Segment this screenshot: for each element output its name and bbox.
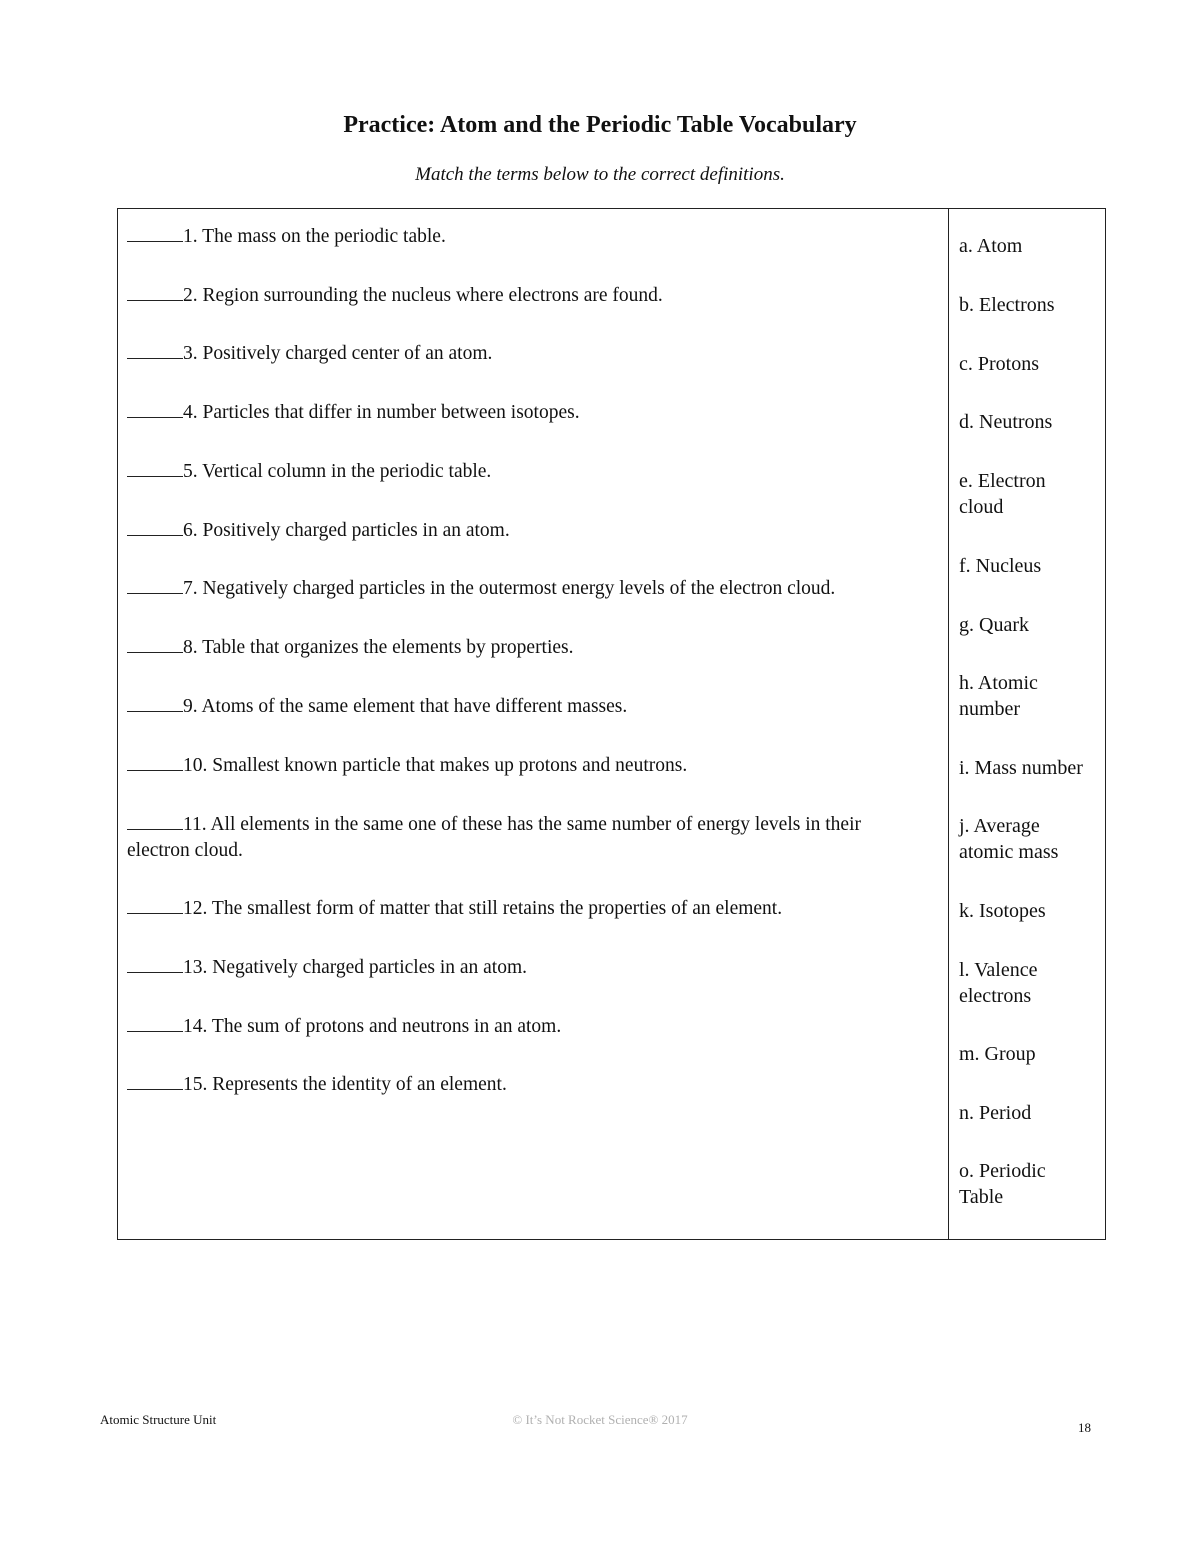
question-5: [127, 458, 927, 485]
question-3: [127, 340, 927, 367]
answer-blank[interactable]: [127, 1013, 183, 1032]
term-c: c. Protons: [959, 353, 1039, 375]
question-6: [127, 517, 927, 544]
question-11: [127, 811, 927, 864]
question-text: Negatively charged particles in an atom.: [212, 957, 528, 978]
question-number: 13.: [183, 957, 208, 978]
term-h: h. Atomic number: [959, 672, 1038, 720]
question-number: 7.: [183, 578, 198, 599]
question-15: [127, 1071, 927, 1098]
term-e: e. Electron cloud: [959, 470, 1046, 518]
worksheet-title: Practice: Atom and the Periodic Table Vocabulary: [343, 112, 857, 138]
question-13: [127, 954, 927, 981]
question-4: [127, 399, 927, 426]
question-text: Positively charged center of an atom.: [202, 343, 493, 364]
answer-blank[interactable]: [127, 811, 183, 830]
question-text: Particles that differ in number between isotopes.: [202, 402, 580, 423]
page-number: 18: [1078, 1420, 1091, 1435]
question-text: Negatively charged particles in the outermost energy levels of the electron cloud.: [202, 578, 836, 599]
question-number: 2.: [183, 285, 198, 306]
question-14: [127, 1013, 927, 1040]
question-12: [127, 895, 927, 922]
question-text: Positively charged particles in an atom.: [202, 520, 510, 541]
term-l: l. Valence electrons: [959, 959, 1038, 1007]
term-d: d. Neutrons: [959, 411, 1053, 433]
answer-blank[interactable]: [127, 282, 183, 301]
answer-blank[interactable]: [127, 340, 183, 359]
question-2: [127, 282, 927, 309]
question-text: The smallest form of matter that still retains the properties of an element.: [211, 898, 783, 919]
question-text: The mass on the periodic table.: [202, 226, 446, 247]
answer-blank[interactable]: [127, 895, 183, 914]
question-number: 12.: [183, 898, 208, 919]
answer-blank[interactable]: [127, 517, 183, 536]
worksheet-instructions: Match the terms below to the correct definitions.: [415, 164, 785, 185]
answer-blank[interactable]: [127, 634, 183, 653]
question-10: [127, 752, 927, 779]
question-number: 6.: [183, 520, 198, 541]
term-f: f. Nucleus: [959, 555, 1042, 577]
question-number: 3.: [183, 343, 198, 364]
question-text: Smallest known particle that makes up protons and neutrons.: [212, 755, 688, 776]
answer-blank[interactable]: [127, 458, 183, 477]
question-9: [127, 693, 927, 720]
term-k: k. Isotopes: [959, 900, 1046, 922]
matching-table: [117, 208, 1106, 1240]
question-text: Atoms of the same element that have different masses.: [201, 696, 628, 717]
question-number: 10.: [183, 755, 208, 776]
footer-unit: Atomic Structure Unit: [100, 1412, 217, 1427]
footer-copyright: © It’s Not Rocket Science® 2017: [512, 1412, 688, 1427]
answer-blank[interactable]: [127, 954, 183, 973]
question-text: Region surrounding the nucleus where electrons are found.: [202, 285, 663, 306]
answer-blank[interactable]: [127, 223, 183, 242]
term-o: o. Periodic Table: [959, 1160, 1046, 1208]
question-text: Represents the identity of an element.: [212, 1074, 507, 1095]
question-number: 15.: [183, 1074, 208, 1095]
term-j: j. Average atomic mass: [959, 815, 1059, 863]
term-g: g. Quark: [959, 614, 1029, 636]
column-divider: [948, 209, 949, 1239]
question-number: 1.: [183, 226, 198, 247]
term-n: n. Period: [959, 1102, 1032, 1124]
answer-blank[interactable]: [127, 575, 183, 594]
question-number: 4.: [183, 402, 198, 423]
question-number: 5.: [183, 461, 198, 482]
term-a: a. Atom: [959, 235, 1023, 257]
question-text: Table that organizes the elements by properties.: [202, 637, 574, 658]
question-text: Vertical column in the periodic table.: [202, 461, 492, 482]
question-text: All elements in the same one of these has the same number of energy levels in their electron cloud.: [127, 814, 861, 861]
question-text: The sum of protons and neutrons in an atom.: [211, 1016, 562, 1037]
question-1: [127, 223, 927, 250]
question-number: 14.: [183, 1016, 208, 1037]
answer-blank[interactable]: [127, 1071, 183, 1090]
term-m: m. Group: [959, 1043, 1036, 1065]
question-number: 9.: [183, 696, 198, 717]
term-i: i. Mass number: [959, 757, 1083, 779]
question-8: [127, 634, 927, 661]
answer-blank[interactable]: [127, 399, 183, 418]
answer-blank[interactable]: [127, 752, 183, 771]
question-number: 11.: [183, 814, 207, 835]
answer-blank[interactable]: [127, 693, 183, 712]
question-7: [127, 575, 942, 602]
term-b: b. Electrons: [959, 294, 1055, 316]
question-number: 8.: [183, 637, 198, 658]
